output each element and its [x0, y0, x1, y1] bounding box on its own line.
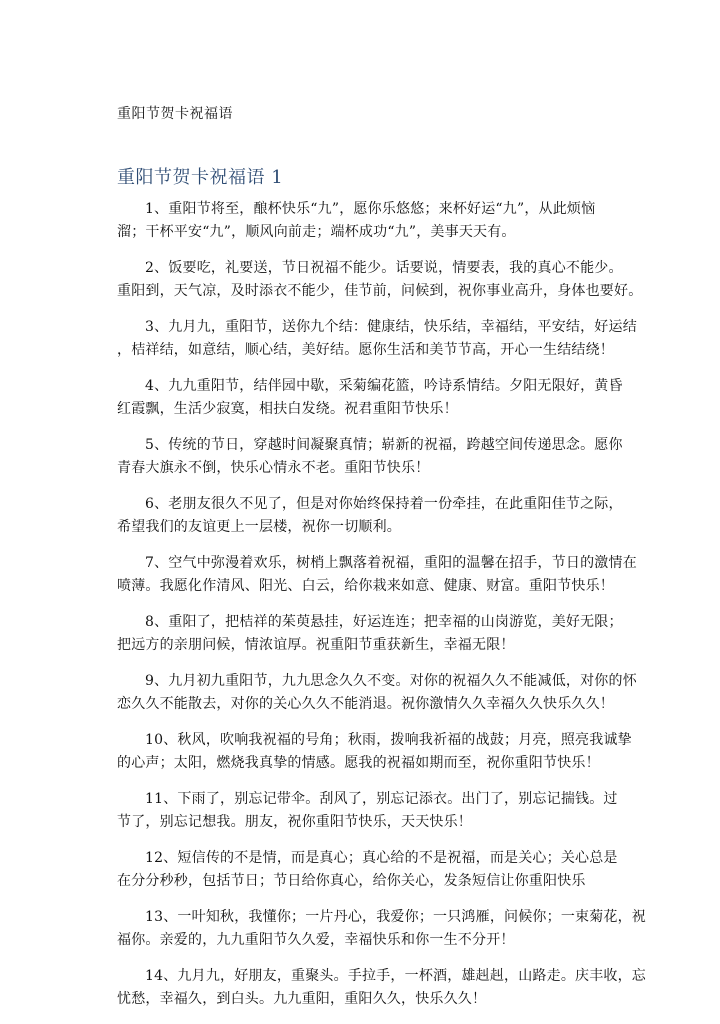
document-title: 重阳节贺卡祝福语	[117, 106, 233, 122]
paragraph	[117, 316, 681, 362]
paragraph-line: 红霞飘，生活少寂寞，相扶白发绕。祝君重阳节快乐！	[117, 401, 458, 417]
paragraph-line: 3、九月九，重阳节，送你九个结：健康结，快乐结，幸福结，平安结，好运结	[145, 319, 637, 335]
paragraph-line: 把远方的亲朋问候，情浓谊厚。祝重阳节重获新生，幸福无限！	[117, 637, 515, 653]
paragraph-line: 5、传统的节日，穿越时间凝聚真情；崭新的祝福，跨越空间传递思念。愿你	[145, 437, 623, 453]
paragraph	[117, 198, 681, 244]
paragraph-line: 的心声；太阳，燃烧我真挚的情感。愿我的祝福如期而至，祝你重阳节快乐！	[117, 755, 600, 771]
paragraph-line: 青春大旗永不倒，快乐心情永不老。重阳节快乐！	[117, 460, 430, 476]
paragraph	[117, 375, 681, 421]
paragraph-line: 恋久久不能散去，对你的关心久久不能消退。祝你激情久久幸福久久快乐久久！	[117, 696, 614, 712]
paragraph-line: 11、下雨了，别忘记带伞。刮风了，别忘记添衣。出门了，别忘记揣钱。过	[145, 791, 618, 807]
paragraph-line: 重阳到，天气凉，及时添衣不能少，佳节前，问候到，祝你事业高升，身体也要好。	[117, 283, 643, 299]
paragraph-list	[117, 198, 681, 1024]
paragraph-line: 6、老朋友很久不见了，但是对你始终保持着一份牵挂，在此重阳佳节之际，	[145, 496, 623, 512]
paragraph-line: 2、饭要吃，礼要送，节日祝福不能少。话要说，情要表，我的真心不能少。	[145, 260, 623, 276]
paragraph-line: 8、重阳了，把桔祥的茱萸悬挂，好运连连；把幸福的山岗游览，美好无限；	[145, 614, 623, 630]
paragraph-line: 希望我们的友谊更上一层楼，祝你一切顺利。	[117, 519, 401, 535]
paragraph-line: 在分分秒秒，包括节日；节日给你真心，给你关心，发条短信让你重阳快乐	[117, 873, 586, 889]
paragraph-line: 节了，别忘记想我。朋友，祝你重阳节快乐，天天快乐！	[117, 814, 472, 830]
paragraph	[117, 257, 681, 303]
paragraph-line: 12、短信传的不是情，而是真心；真心给的不是祝福，而是关心；关心总是	[145, 850, 618, 866]
paragraph	[117, 611, 681, 657]
paragraph-line: 溜；干杯平安“九”，顺风向前走；端杯成功“九”，美事天天有。	[117, 224, 516, 240]
paragraph	[117, 965, 681, 1011]
paragraph-line: 13、一叶知秋，我懂你；一片丹心，我爱你；一只鸿雁，问候你；一束菊花，祝	[145, 909, 647, 925]
paragraph-line: 喷薄。我愿化作清风、阳光、白云，给你栽来如意、健康、财富。重阳节快乐！	[117, 578, 614, 594]
paragraph	[117, 906, 681, 952]
paragraph	[117, 552, 681, 598]
paragraph	[117, 434, 681, 480]
paragraph	[117, 847, 681, 893]
paragraph	[117, 729, 681, 775]
paragraph-line: 忧愁，幸福久，到白头。九九重阳，重阳久久，快乐久久！	[117, 991, 487, 1007]
paragraph-line: 14、九月九，好朋友，重聚头。手拉手，一杯酒，雄赳赳，山路走。庆丰收，忘	[145, 968, 647, 984]
paragraph	[117, 670, 681, 716]
paragraph	[117, 788, 681, 834]
paragraph-line: 10、秋风，吹响我祝福的号角；秋雨，拨响我祈福的战鼓；月亮，照亮我诚挚	[145, 732, 632, 748]
paragraph-line: 福你。亲爱的，九九重阳节久久爱，幸福快乐和你一生不分开！	[117, 932, 515, 948]
section-heading: 重阳节贺卡祝福语 1	[117, 167, 284, 188]
paragraph-line: 1、重阳节将至，酿杯快乐“九”，愿你乐悠悠；来杯好运“九”，从此烦恼	[145, 201, 596, 217]
paragraph-line: ，桔祥结，如意结，顺心结，美好结。愿你生活和美节节高，开心一生结结绕！	[117, 342, 614, 358]
paragraph-line: 4、九九重阳节，结伴园中歇，采菊编花篮，吟诗系情结。夕阳无限好，黄昏	[145, 378, 623, 394]
paragraph-line: 7、空气中弥漫着欢乐，树梢上飘落着祝福，重阳的温馨在招手，节日的激情在	[145, 555, 637, 571]
paragraph-line: 9、九月初九重阳节，九九思念久久不变。对你的祝福久久不能减低，对你的怀	[145, 673, 637, 689]
paragraph	[117, 493, 681, 539]
